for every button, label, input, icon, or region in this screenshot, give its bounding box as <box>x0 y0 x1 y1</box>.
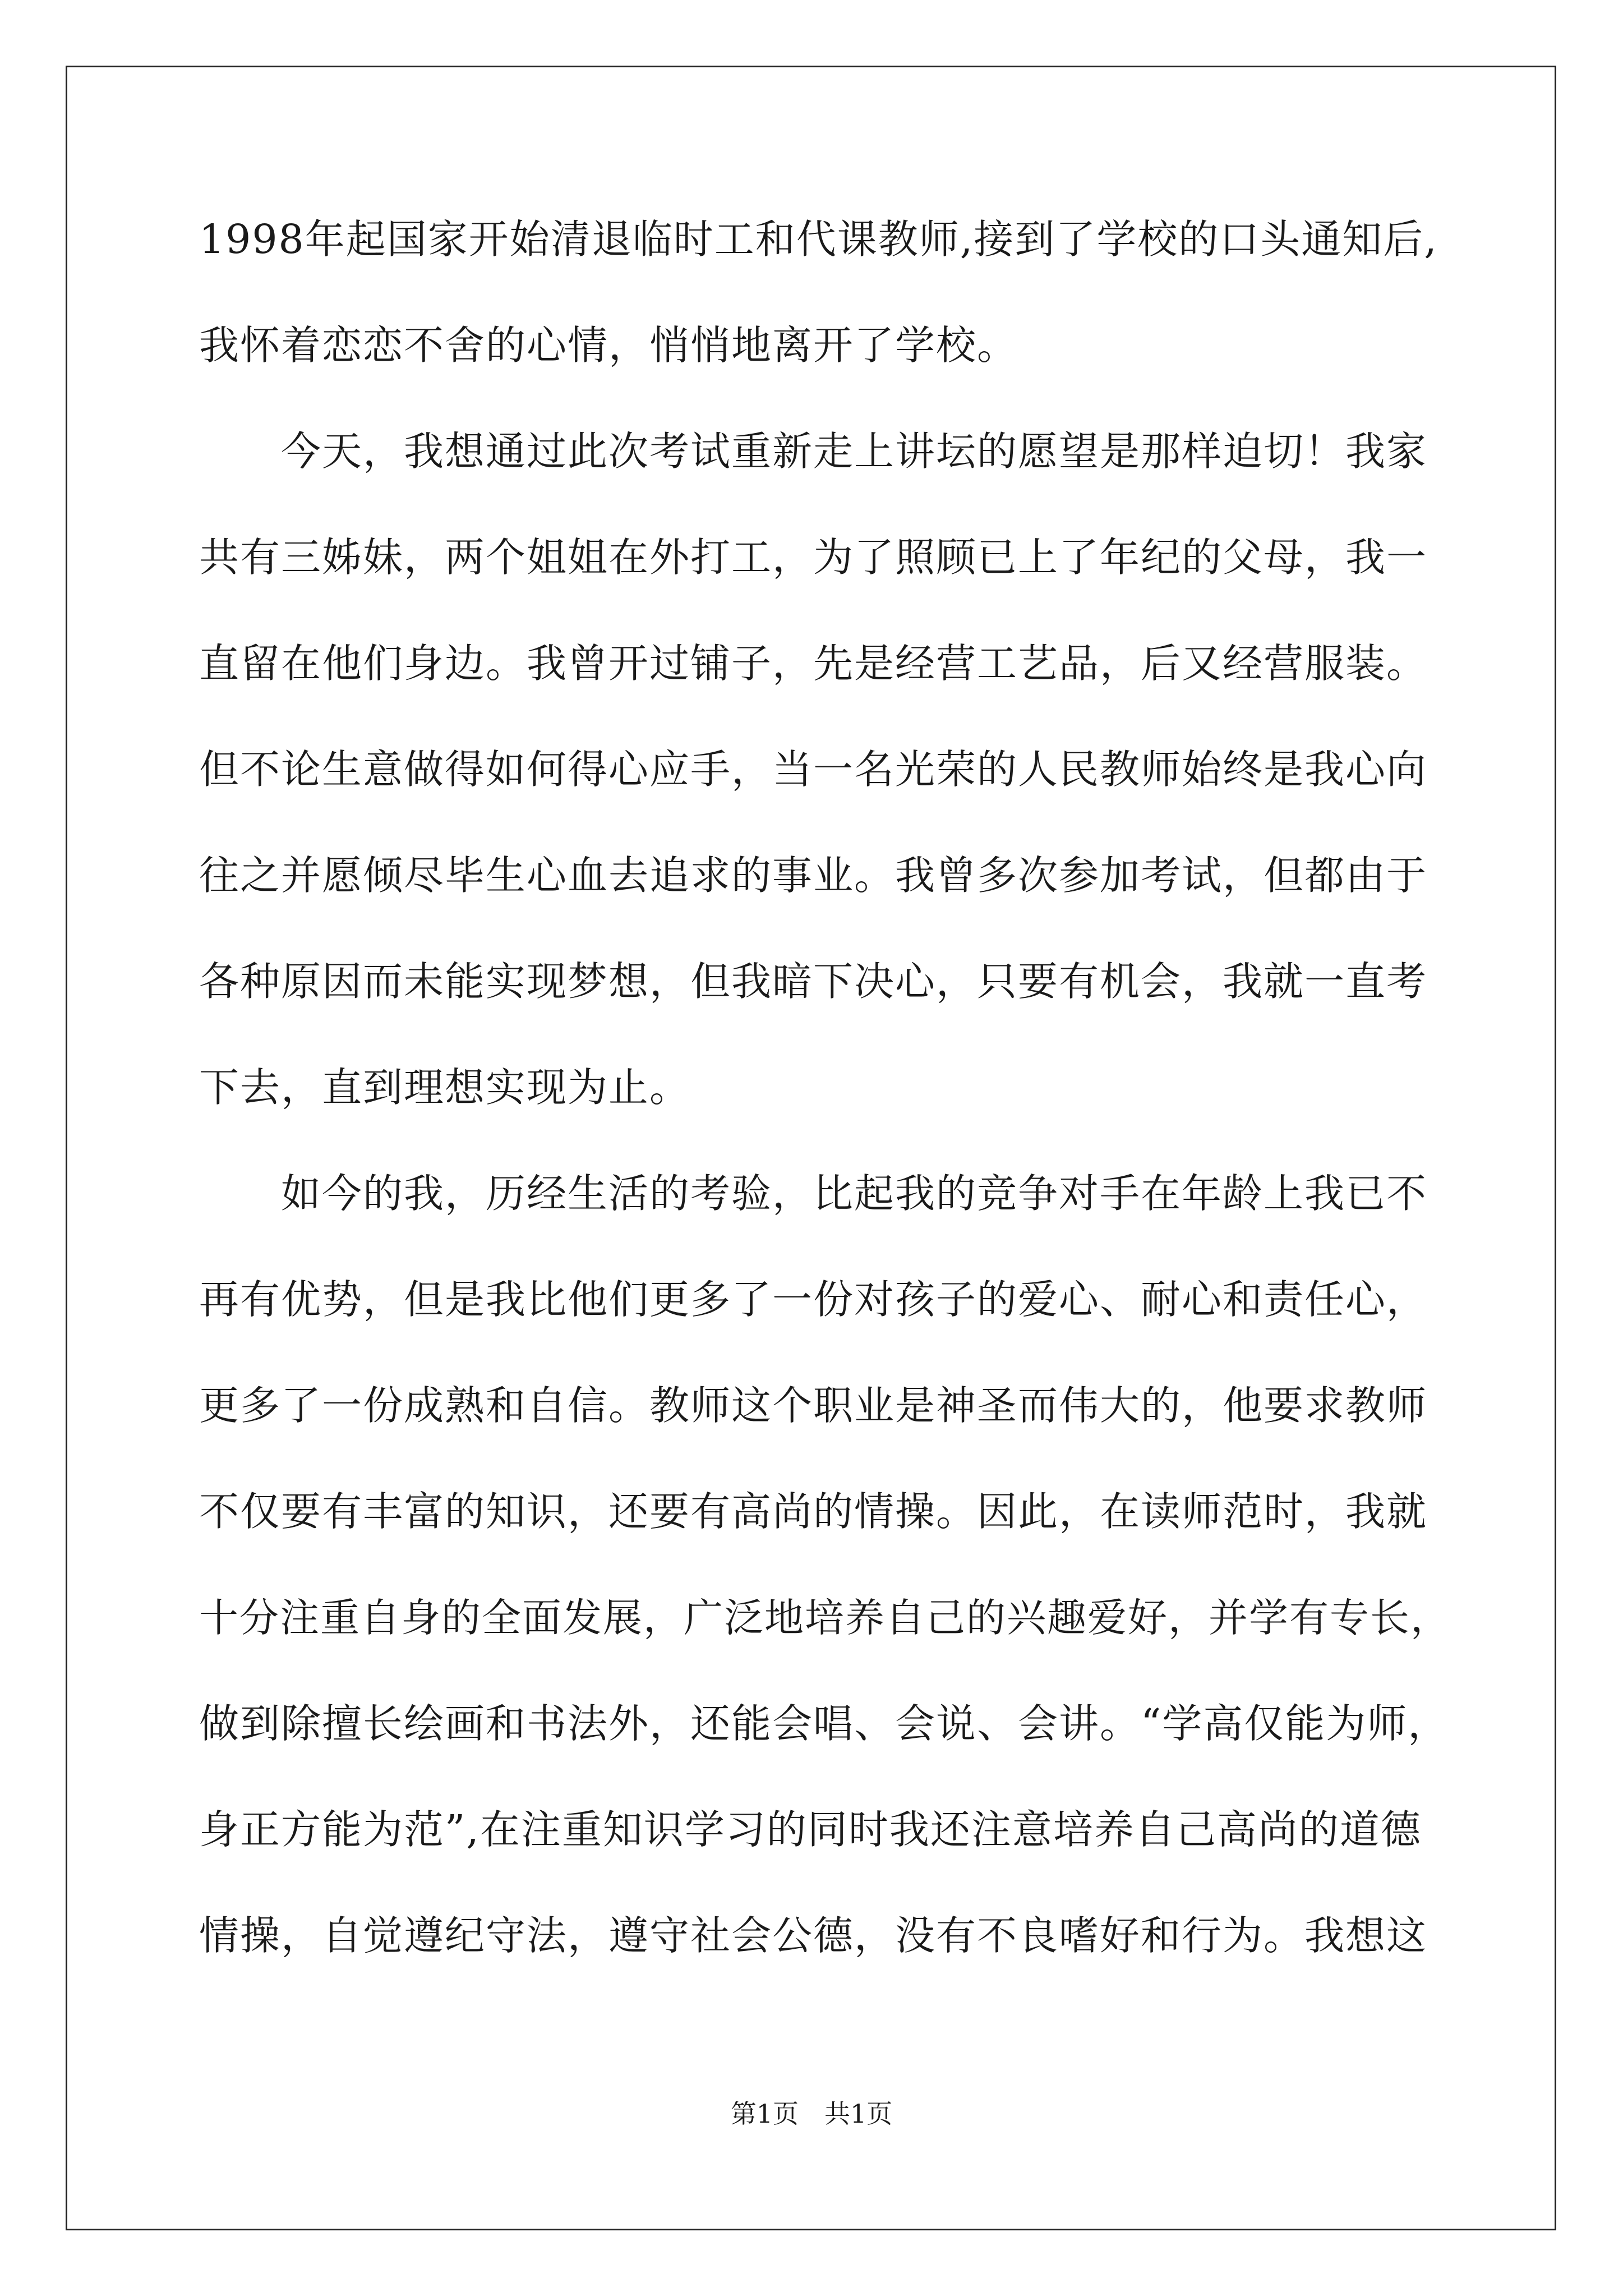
text-line: 不仅要有丰富的知识，还要有高尚的情操。因此，在读师范时，我就 <box>199 1488 1428 1535</box>
text-line: 今天，我想通过此次考试重新走上讲坛的愿望是那样迫切！我家 <box>199 428 1428 475</box>
text-line: 1998年起国家开始清退临时工和代课教师,接到了学校的口头通知后, <box>199 216 1438 263</box>
text-line: 更多了一份成熟和自信。教师这个职业是神圣而伟大的，他要求教师 <box>199 1382 1428 1429</box>
text-line: 我怀着恋恋不舍的心情，悄悄地离开了学校。 <box>199 322 1018 369</box>
text-line: 直留在他们身边。我曾开过铺子，先是经营工艺品，后又经营服装。 <box>199 640 1428 687</box>
page-number-footer: 第1页 共1页 <box>730 2099 893 2129</box>
text-line: 再有优势，但是我比他们更多了一份对孩子的爱心、耐心和责任心， <box>199 1276 1428 1323</box>
text-line: 但不论生意做得如何得心应手，当一名光荣的人民教师始终是我心向 <box>199 746 1428 793</box>
text-line: 共有三姊妹，两个姐姐在外打工，为了照顾已上了年纪的父母，我一 <box>199 534 1428 581</box>
text-line: 各种原因而未能实现梦想，但我暗下决心，只要有机会，我就一直考 <box>199 958 1428 1005</box>
text-line: 情操，自觉遵纪守法，遵守社会公德，没有不良嗜好和行为。我想这 <box>199 1912 1428 1959</box>
text-line: 如今的我，历经生活的考验，比起我的竞争对手在年龄上我已不 <box>199 1170 1428 1217</box>
document-body <box>199 210 1455 2013</box>
text-line: 下去，直到理想实现为止。 <box>199 1064 691 1111</box>
text-line: 做到除擅长绘画和书法外，还能会唱、会说、会讲。“学高仅能为师， <box>199 1700 1449 1747</box>
text-line: 十分注重自身的全面发展，广泛地培养自己的兴趣爱好，并学有专长， <box>199 1595 1451 1641</box>
text-line: 身正方能为范”,在注重知识学习的同时我还注意培养自己高尚的道德 <box>199 1806 1422 1853</box>
text-line: 往之并愿倾尽毕生心血去追求的事业。我曾多次参加考试，但都由于 <box>199 852 1428 899</box>
